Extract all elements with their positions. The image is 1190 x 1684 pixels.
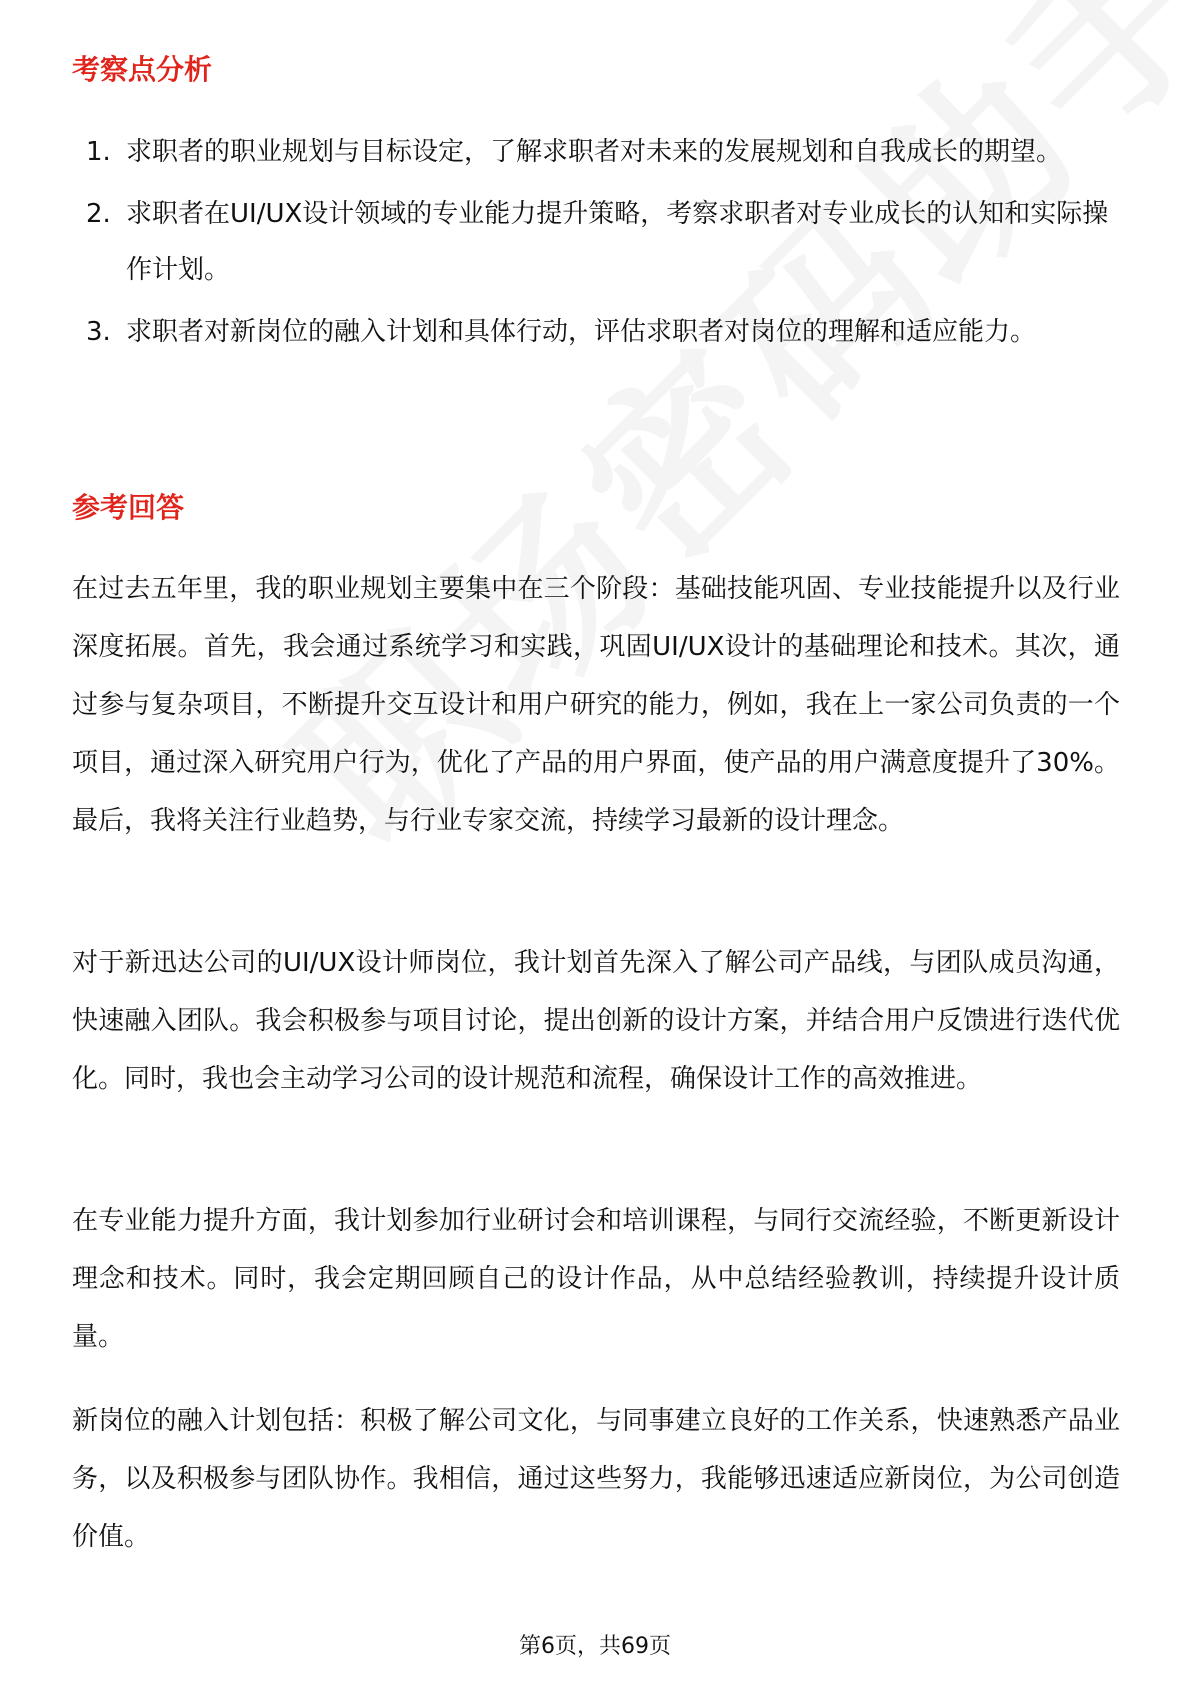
section-title-analysis: 考察点分析 (72, 53, 213, 86)
answer-paragraph: 在专业能力提升方面，我计划参加行业研讨会和培训课程，与同行交流经验，不断更新设计理念和技术。同时，我会定期回顾自己的设计作品，从中总结经验教训，持续提升设计质量。 (72, 1206, 1120, 1352)
list-item-text: 求职者对新岗位的融入计划和具体行动，评估求职者对岗位的理解和适应能力。 (126, 317, 1037, 347)
answer-paragraph: 在过去五年里，我的职业规划主要集中在三个阶段：基础技能巩固、专业技能提升以及行业深度拓展。首先，我会通过系统学习和实践，巩固UI/UX设计的基础理论和技术。其次，通过参与复杂项目，不断提升交互设计和用户研究的能力，例如，我在上一家公司负责的一个项目，通过深入研究用户行为，优化了产品的用户界面，使产品的用户满意度提升了30%。最后，我将关注行业趋势，与行业专家交流，持续学习最新的设计理念。 (72, 574, 1120, 836)
analysis-points-list (86, 124, 1126, 366)
list-item-text: 求职者在UI/UX设计领域的专业能力提升策略，考察求职者对专业成长的认知和实际操作计划。 (126, 199, 1109, 285)
list-item (86, 304, 1126, 360)
list-item (86, 124, 1126, 180)
section-title-reference-answer: 参考回答 (72, 491, 185, 524)
page-number: 第6页，共69页 (519, 1634, 671, 1659)
list-item-text: 求职者的职业规划与目标设定，了解求职者对未来的发展规划和自我成长的期望。 (126, 137, 1063, 167)
list-item (86, 186, 1126, 298)
answer-paragraph: 对于新迅达公司的UI/UX设计师岗位，我计划首先深入了解公司产品线，与团队成员沟通，快速融入团队。我会积极参与项目讨论，提出创新的设计方案，并结合用户反馈进行迭代优化。同时，我也会主动学习公司的设计规范和流程，确保设计工作的高效推进。 (72, 948, 1120, 1094)
list-item-number: 1. (86, 137, 111, 167)
list-item-number: 3. (86, 317, 111, 347)
list-item-number: 2. (86, 199, 111, 229)
answer-paragraph: 新岗位的融入计划包括：积极了解公司文化，与同事建立良好的工作关系，快速熟悉产品业务，以及积极参与团队协作。我相信，通过这些努力，我能够迅速适应新岗位，为公司创造价值。 (72, 1406, 1120, 1552)
